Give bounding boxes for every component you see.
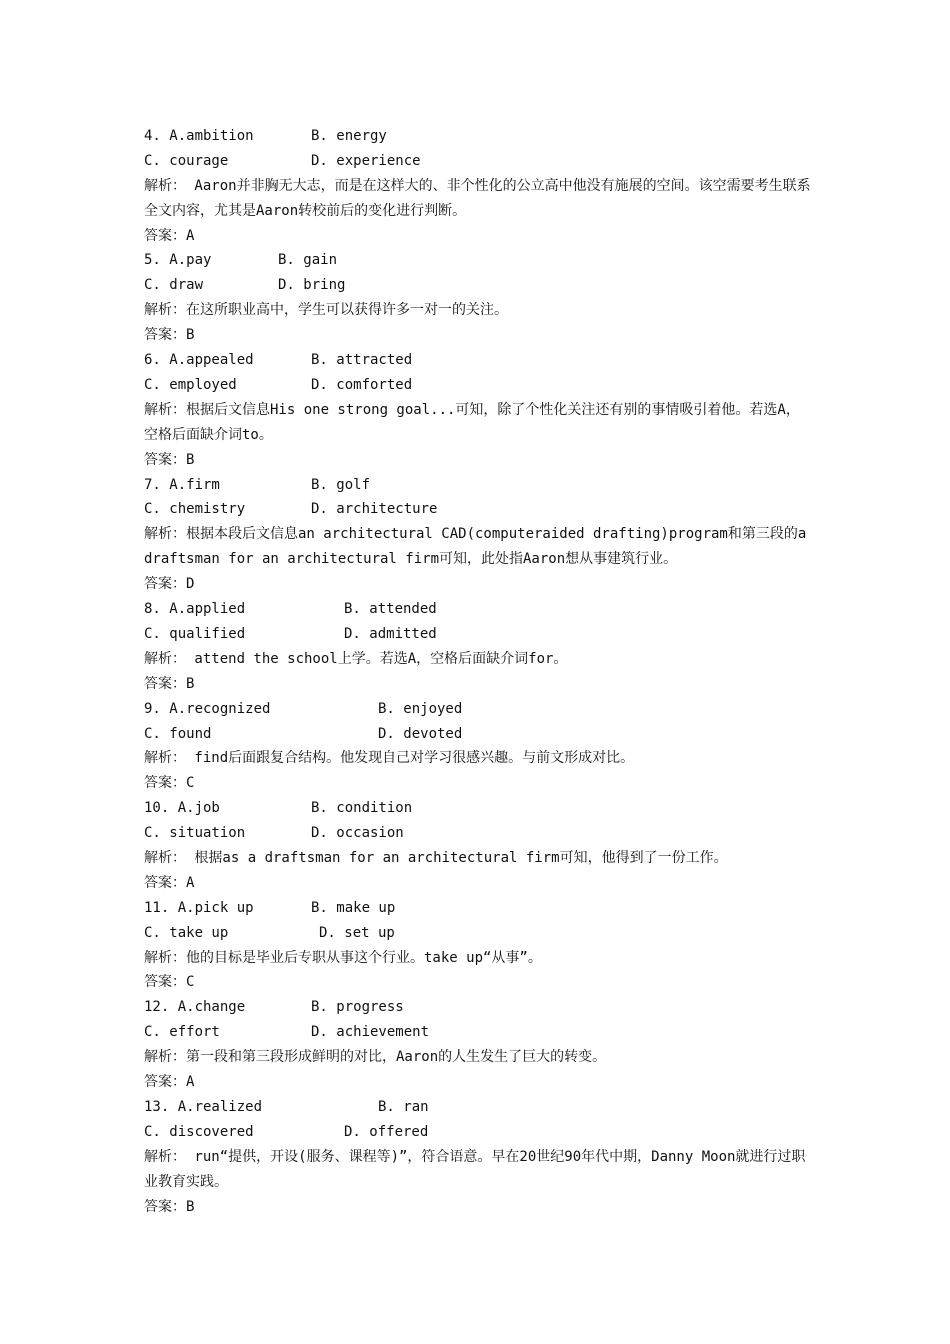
option-row xyxy=(144,1020,812,1045)
option-b: B. energy xyxy=(311,128,387,144)
option-d: D. architecture xyxy=(311,501,438,518)
option-b: B. ran xyxy=(378,1098,429,1115)
option-row xyxy=(144,921,812,946)
option-c: C. found xyxy=(144,725,212,742)
answer-text: 答案：C xyxy=(144,775,195,792)
option-b: B. attended xyxy=(344,601,437,618)
option-row xyxy=(144,124,812,149)
option-row xyxy=(144,597,812,622)
answer-text: 答案：C xyxy=(144,974,195,991)
answer-text: 答案：B xyxy=(144,327,195,344)
option-d: D. occasion xyxy=(311,825,404,842)
option-b: B. condition xyxy=(311,800,413,817)
option-c: C. take up xyxy=(144,924,229,941)
analysis-text: 解析： find后面跟复合结构。他发现自己对学习很感兴趣。与前文形成对比。 xyxy=(144,750,635,767)
option-row xyxy=(144,995,812,1020)
answer-text: 答案：D xyxy=(144,576,195,593)
option-d: D. bring xyxy=(278,277,346,294)
option-row xyxy=(144,473,812,498)
answer-text: 答案：A xyxy=(144,874,195,891)
option-a: 11. A.pick up xyxy=(144,899,254,916)
option-row xyxy=(144,722,812,747)
option-row xyxy=(144,273,812,298)
analysis-text: 解析： 根据as a draftsman for an architectural firm可知，他得到了一份工作。 xyxy=(144,849,728,866)
analysis-text: 解析：在这所职业高中，学生可以获得许多一对一的关注。 xyxy=(144,302,508,319)
option-row xyxy=(144,1095,812,1120)
option-c: C. courage xyxy=(144,152,229,169)
option-d: D. achievement xyxy=(311,1024,430,1041)
analysis-text: 解析：他的目标是毕业后专职从事这个行业。take up“从事”。 xyxy=(144,949,542,966)
option-a: 9. A.recognized xyxy=(144,700,271,717)
option-b: B. golf xyxy=(311,476,371,493)
answer-text: 答案：B xyxy=(144,1198,195,1215)
option-b: B. enjoyed xyxy=(378,700,463,717)
option-row xyxy=(144,373,812,398)
option-row xyxy=(144,821,812,846)
option-a: 6. A.appealed xyxy=(144,352,254,369)
option-c: C. situation xyxy=(144,825,246,842)
question-list xyxy=(144,124,812,1219)
option-a: 7. A.firm xyxy=(144,476,220,493)
option-row xyxy=(144,497,812,522)
option-a: 10. A.job xyxy=(144,800,220,817)
analysis-text: 解析： Aaron并非胸无大志，而是在这样大的、非个性化的公立高中他没有施展的空间。该空需要考生联系全文内容，尤其是Aaron转校前后的变化进行判断。 xyxy=(144,177,811,219)
option-d: D. comforted xyxy=(311,376,413,393)
option-row xyxy=(144,622,812,647)
analysis-text: 解析：第一段和第三段形成鲜明的对比，Aaron的人生发生了巨大的转变。 xyxy=(144,1049,607,1066)
option-c: C. discovered xyxy=(144,1123,254,1140)
option-a: 12. A.change xyxy=(144,999,246,1016)
analysis-text: 解析： run“提供，开设(服务、课程等)”，符合语意。早在20世纪90年代中期，Danny Moon就进行过职业教育实践。 xyxy=(144,1148,806,1190)
option-a: 13. A.realized xyxy=(144,1098,263,1115)
option-b: B. attracted xyxy=(311,352,413,369)
analysis-text: 解析：根据本段后文信息an architectural CAD(computeraided drafting)program和第三段的a draftsman for an architectural firm可知，此处指Aaron想从事建筑行业。 xyxy=(144,526,807,568)
option-d: D. experience xyxy=(311,152,421,169)
option-row xyxy=(144,697,812,722)
answer-text: 答案：A xyxy=(144,227,195,244)
option-c: C. draw xyxy=(144,277,204,294)
option-a: 5. A.pay xyxy=(144,252,212,269)
option-d: D. devoted xyxy=(378,725,463,742)
option-row xyxy=(144,1120,812,1145)
option-row xyxy=(144,796,812,821)
answer-text: 答案：B xyxy=(144,675,195,692)
option-c: C. effort xyxy=(144,1024,220,1041)
option-a: 8. A.applied xyxy=(144,601,246,618)
option-d: D. set up xyxy=(319,924,395,941)
option-a: 4. A.ambition xyxy=(144,128,254,144)
option-b: B. progress xyxy=(311,999,404,1016)
answer-text: 答案：A xyxy=(144,1074,195,1091)
option-row xyxy=(144,149,812,174)
option-row xyxy=(144,348,812,373)
analysis-text: 解析：根据后文信息His one strong goal...可知，除了个性化关注还有别的事情吸引着他。若选A，空格后面缺介词to。 xyxy=(144,401,800,443)
option-row xyxy=(144,248,812,273)
option-row xyxy=(144,896,812,921)
option-c: C. qualified xyxy=(144,625,246,642)
option-c: C. employed xyxy=(144,376,237,393)
option-c: C. chemistry xyxy=(144,501,246,518)
option-d: D. offered xyxy=(344,1123,429,1140)
option-b: B. make up xyxy=(311,899,396,916)
option-d: D. admitted xyxy=(344,625,437,642)
option-b: B. gain xyxy=(278,252,338,269)
answer-text: 答案：B xyxy=(144,451,195,468)
analysis-text: 解析： attend the school上学。若选A，空格后面缺介词for。 xyxy=(144,650,568,667)
